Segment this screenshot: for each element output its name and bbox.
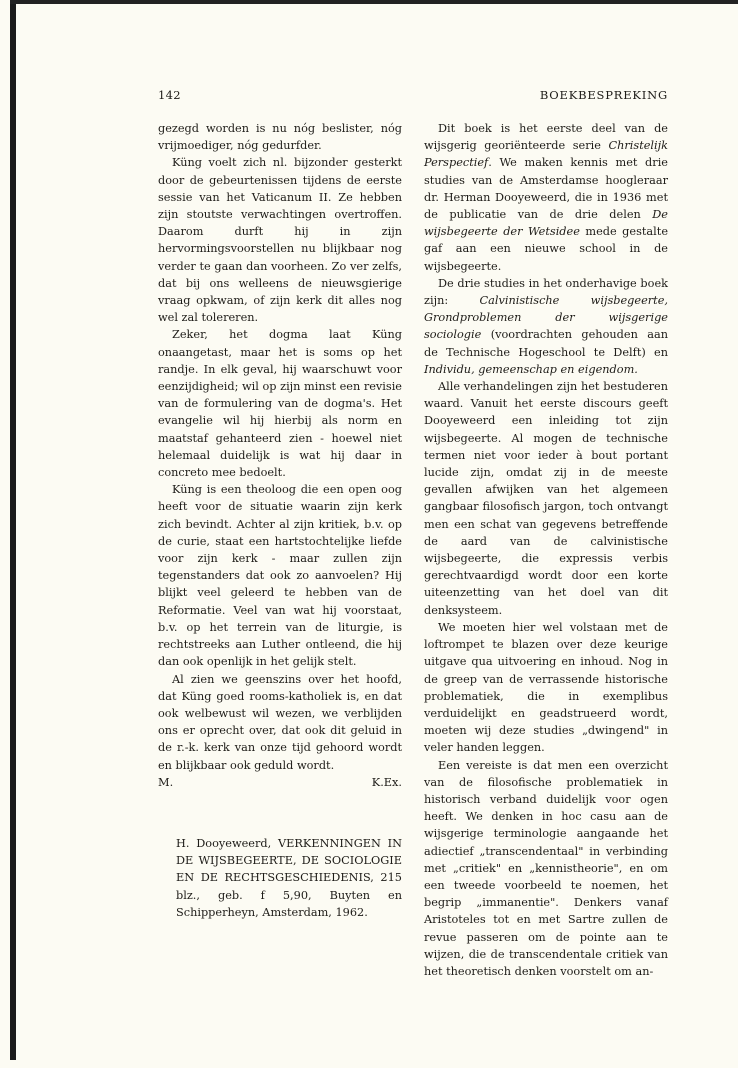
signature-author: K.Ex. xyxy=(371,775,402,789)
scan-edge-left xyxy=(10,4,16,1060)
study-title: Individu, gemeenschap en eigendom. xyxy=(424,362,638,376)
reviewed-book-citation: H. Dooyeweerd, VERKENNINGEN IN DE WIJSBEGEERTE, DE SOCIOLOGIE EN DE RECHTSGESCHIEDENIS, 215 blz., geb. f 5,90, Buyten en Schipperheyn, Amsterdam, 1962. xyxy=(176,836,402,919)
text-run: De drie studies in het onderhavige boek zijn: xyxy=(424,276,668,308)
text-run: Dit boek is het eerste deel van de wijsgerig georiënteerde serie xyxy=(424,122,668,153)
paragraph: We moeten hier wel volstaan met de loftrompet te blazen over deze keurige uitgave qua uitvoering en inhoud. Nog in de greep van de verrassende historische problematiek, die in exemplibus verduidelijkt en geadstrueerd wordt, moeten wij deze studies „dwingend" in veler handen leggen. xyxy=(424,620,668,755)
text-run: (voordrachten gehouden aan de Technische Hogeschool te Delft) en xyxy=(424,328,668,359)
right-column xyxy=(424,120,668,980)
text-run: . We maken kennis met drie studies van de Amsterdamse hoogleraar dr. Herman Dooyeweerd, die in 1936 met de publicatie van de drie delen xyxy=(424,156,668,222)
work-title: De wijsbegeerte der Wetsidee xyxy=(424,208,668,239)
paragraph: gezegd worden is nu nóg beslister, nóg vrijmoediger, nóg gedurfder. xyxy=(158,122,402,153)
left-column xyxy=(158,120,402,921)
paragraph xyxy=(424,120,668,275)
running-head: BOEKBESPREKING xyxy=(539,88,668,102)
series-title: Christelijk Perspectief xyxy=(424,139,668,170)
text-run: mede gestalte gaf aan een nieuwe school in de wijsbegeerte. xyxy=(424,225,669,273)
paragraph: Küng voelt zich nl. bijzonder gesterkt door de gebeurtenissen tijdens de eerste sessie van het Vaticanum II. Ze hebben zijn stoutste verwachtingen overtroffen. Daarom durft hij in zijn hervormingsvoorstellen nu blijkbaar nog verder te gaan dan voorheen. Zo ver zelfs, dat bij ons welleens de nieuwsgierige vraag opkwam, of zijn kerk dit alles nog wel zal tolereren. xyxy=(158,156,402,325)
paragraph: Zeker, het dogma laat Küng onaangetast, maar het is soms op het randje. In elk geval, hij waarschuwt voor eenzijdigheid; wil op zijn minst een revisie van de formulering van de dogma's. Het evangelie wil hij hierbij als norm en maatstaf gehanteerd zien - hoewel niet helemaal duidelijk is wat hij daar in concreto mee bedoelt. xyxy=(158,328,402,480)
scan-edge-top xyxy=(10,0,738,4)
page-header xyxy=(158,88,668,108)
study-titles: Calvinistische wijsbegeerte, Grondproblemen der wijsgerige sociologie xyxy=(424,294,668,342)
paragraph: Al zien we geenszins over het hoofd, dat Küng goed rooms-katholiek is, en dat ook welbewust wil wezen, we verblijden ons er oprecht over, dat ook dit geluid in de r.-k. kerk van onze tijd gehoord wordt en blijkbaar ook geduld wordt. xyxy=(158,672,402,772)
review-signature xyxy=(158,774,402,791)
paragraph: Küng is een theoloog die een open oog heeft voor de situatie waarin zijn kerk zich bevindt. Achter al zijn kritiek, b.v. op de curie, staat een hartstochtelijke liefde voor zijn kerk - maar zullen zijn tegenstanders dat ook zo aanvoelen? Hij blijkt veel geleerd te hebben van de Reformatie. Veel van wat hij voorstaat, b.v. op het terrein van de liturgie, is rechtstreeks aan Luther ontleend, die hij dan ook openlijk in het gelijk stelt. xyxy=(158,483,402,669)
signature-initial: M. xyxy=(158,775,174,789)
paragraph xyxy=(424,275,668,378)
page-number: 142 xyxy=(158,88,181,102)
paragraph: Een vereiste is dat men een overzicht van de filosofische problematiek in historisch verband duidelijk voor ogen heeft. We denken in hoc casu aan de wijsgerige terminologie aangaande het adiectief „transcendentaal" in verbinding met „critiek" en „kennistheorie", en om een tweede voorbeeld te noemen, het begrip „immanentie". Denkers vanaf Aristoteles tot en met Sartre zullen de revue passeren om de pointe aan te wijzen, die de transcendentale critiek van het theoretisch denken voorstelt om an- xyxy=(424,758,668,978)
paragraph: Alle verhandelingen zijn het bestuderen waard. Vanuit het eerste discours geeft Dooyeweerd een inleiding tot zijn wijsbegeerte. Al mogen de technische termen niet voor ieder à bout portant lucide zijn, omdat zij in de meeste gevallen afwijken van het algemeen gangbaar filosofisch jargon, toch ontvangt men een schat van gegevens betreffende de aard van de calvinistische wijsbegeerte, die expressis verbis gerechtvaardigd wordt door een korte uiteenzetting van het doel van dit denksysteem. xyxy=(424,380,668,617)
